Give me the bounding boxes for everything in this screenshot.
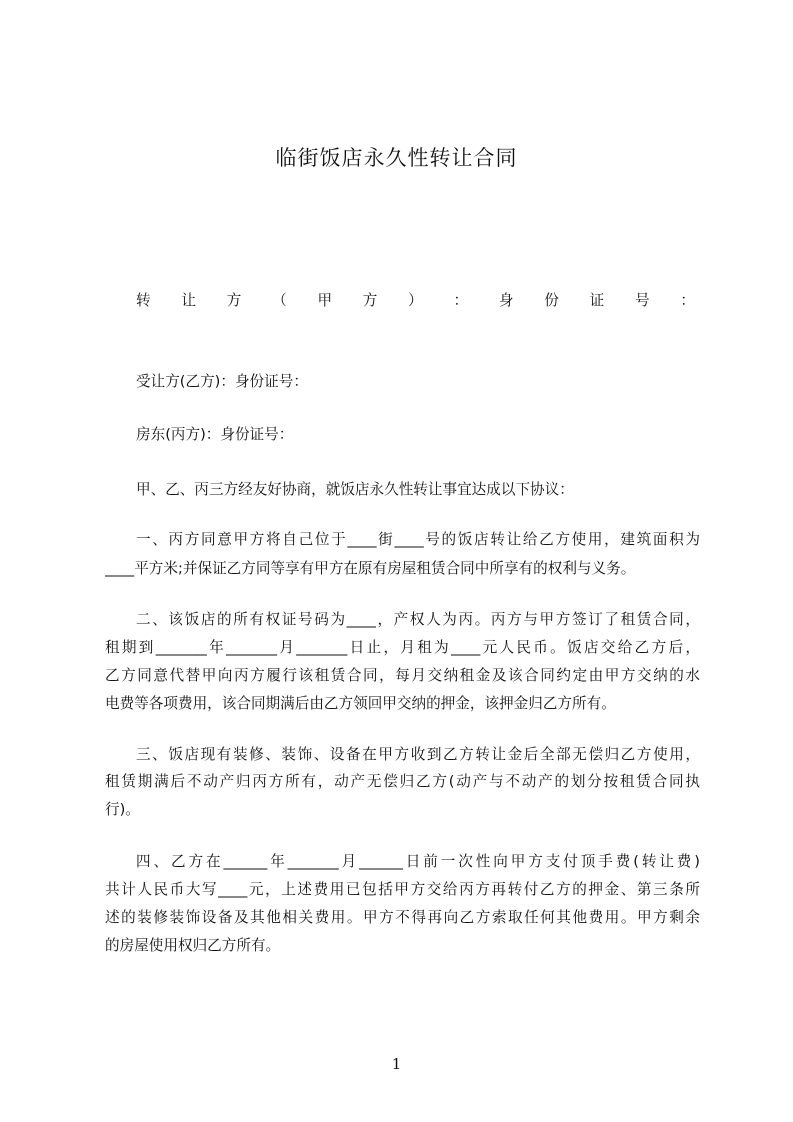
clause-3-line: 行)。 (105, 801, 140, 818)
clause-3-line: 三、饭店现有装修、装饰、设备在甲方收到乙方转让金后全部无偿归乙方使用， (136, 746, 700, 763)
transferor-char: 号 (634, 292, 650, 309)
clause-4-line: 述的装修装饰设备及其他相关费用。甲方不得再向乙方索取任何其他费用。甲方剩余 (105, 909, 700, 926)
transferor-line (136, 291, 695, 311)
clause-2-line: 二、该饭店的所有权证号码为____，产权人为丙。丙方与甲方签订了租赁合同， (136, 611, 700, 628)
clause-4-line: 共计人民币大写____元，上述费用已包括甲方交给丙方再转付乙方的押金、第三条所 (105, 881, 700, 898)
document-title: 临街饭店永久性转让合同 (275, 146, 518, 170)
transferee-line: 受让方(乙方)：身份证号： (136, 373, 308, 390)
clause-1-line: 一、丙方同意甲方将自己位于____街____号的饭店转让给乙方使用，建筑面积为 (136, 531, 700, 548)
clause-2-line: 租期到_______年_______月_______日止，月租为____元人民币。饭店交给乙方后， (105, 639, 700, 656)
clause-2-line: 电费等各项费用，该合同期满后由乙方领回甲交纳的押金，该押金归乙方所有。 (105, 695, 616, 712)
clause-3-line: 租赁期满后不动产归丙方所有，动产无偿归乙方(动产与不动产的划分按租赁合同执 (105, 773, 700, 790)
transferor-char: 身 (498, 292, 514, 309)
transferor-char: 甲 (317, 292, 333, 309)
transferor-char: 方 (226, 292, 242, 309)
transferor-char: 份 (544, 292, 559, 309)
transferor-char: 证 (589, 292, 605, 309)
landlord-line: 房东(丙方)：身份证号： (136, 426, 294, 443)
transferor-char: ： (680, 292, 695, 309)
transferor-char: ） (408, 292, 423, 309)
clause-1-line: ____平方米;并保证乙方同等享有甲方在原有房屋租赁合同中所享有的权利与义务。 (105, 560, 636, 577)
transferor-char: 让 (181, 292, 196, 309)
transferor-char: （ (272, 292, 287, 309)
clause-4-line: 的房屋使用权归乙方所有。 (105, 937, 281, 954)
agreement-intro: 甲、乙、丙三方经友好协商，就饭店永久性转让事宜达成以下协议： (136, 481, 574, 498)
page-number: 1 (391, 1055, 402, 1073)
transferor-char: 转 (136, 292, 151, 309)
clause-2-line: 乙方同意代替甲向丙方履行该租赁合同，每月交纳租金及该合同约定由甲方交纳的水 (105, 667, 700, 684)
clause-4-line: 四、乙方在______年_______月______日前一次性向甲方支付顶手费(转让费) (136, 853, 700, 870)
transferor-char: ： (453, 292, 469, 309)
transferor-char: 方 (362, 292, 378, 309)
